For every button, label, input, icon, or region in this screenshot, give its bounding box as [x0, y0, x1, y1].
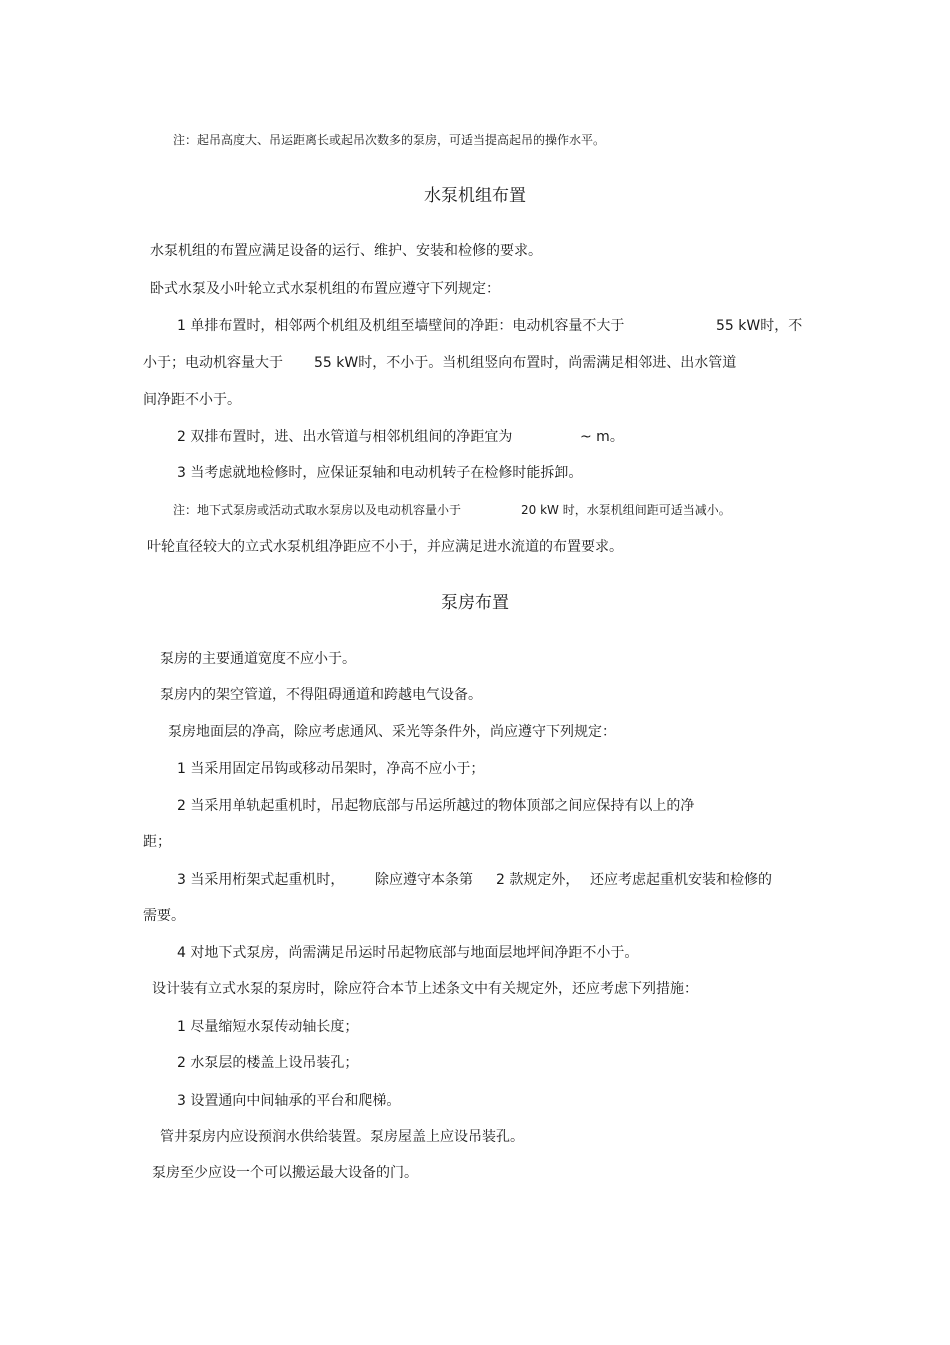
list-item-text: 3 设置通向中间轴承的平台和爬梯。	[177, 1093, 401, 1109]
list-item-text: 1 当采用固定吊钩或移动吊架时，净高不应小于；	[177, 761, 485, 777]
list-item-text: 1 尽量缩短水泵传动轴长度；	[177, 1019, 359, 1035]
list-item-text: 2 当采用单轨起重机时，吊起物底部与吊运所越过的物体顶部之间应保持有以上的净	[177, 798, 695, 814]
list-item-text: 55 kW时，不小于。当机组竖向布置时，尚需满足相邻进、出水管道	[314, 355, 737, 371]
section-title-pump-unit-layout: 水泵机组布置	[424, 186, 526, 206]
top-note: 注：起吊高度大、吊运距离长或起吊次数多的泵房，可适当提高起吊的操作水平。	[173, 133, 606, 147]
list-item-text: ~ m。	[580, 429, 624, 445]
list-item-text: 小于；电动机容量大于	[143, 355, 283, 371]
list-item-text: 需要。	[143, 908, 185, 924]
list-item-text: 距；	[143, 834, 171, 850]
paragraph: 泵房内的架空管道，不得阻碍通道和跨越电气设备。	[160, 687, 482, 703]
paragraph: 管井泵房内应设预润水供给装置。泵房屋盖上应设吊装孔。	[160, 1129, 524, 1145]
list-item-text: 2 双排布置时，进、出水管道与相邻机组间的净距宜为	[177, 429, 513, 445]
paragraph: 叶轮直径较大的立式水泵机组净距应不小于，并应满足进水流道的布置要求。	[147, 539, 623, 555]
note-text: 20 kW 时，水泵机组间距可适当减小。	[521, 503, 731, 517]
list-item-text: 间净距不小于。	[143, 392, 241, 408]
list-item-text: 55 kW时，不	[716, 318, 803, 334]
list-item-text: 2 款规定外，	[496, 872, 580, 888]
list-item-text: 2 水泵层的楼盖上设吊装孔；	[177, 1055, 359, 1071]
paragraph: 水泵机组的布置应满足设备的运行、维护、安装和检修的要求。	[150, 243, 542, 259]
paragraph: 设计装有立式水泵的泵房时，除应符合本节上述条文中有关规定外，还应考虑下列措施：	[152, 981, 698, 997]
list-item-text: 还应考虑起重机安装和检修的	[590, 872, 772, 888]
list-item-text: 3 当考虑就地检修时，应保证泵轴和电动机转子在检修时能拆卸。	[177, 465, 583, 481]
list-item-text: 除应遵守本条第	[375, 872, 473, 888]
section-title-pump-house-layout: 泵房布置	[441, 593, 509, 613]
paragraph: 泵房地面层的净高，除应考虑通风、采光等条件外，尚应遵守下列规定：	[168, 724, 616, 740]
list-item-text: 3 当采用桁架式起重机时，	[177, 872, 345, 888]
paragraph: 卧式水泵及小叶轮立式水泵机组的布置应遵守下列规定：	[150, 281, 500, 297]
paragraph: 泵房至少应设一个可以搬运最大设备的门。	[152, 1165, 418, 1181]
note-text: 注：地下式泵房或活动式取水泵房以及电动机容量小于	[173, 503, 462, 517]
list-item-text: 4 对地下式泵房，尚需满足吊运时吊起物底部与地面层地坪间净距不小于。	[177, 945, 639, 961]
list-item-text: 1 单排布置时，相邻两个机组及机组至墙壁间的净距：电动机容量不大于	[177, 318, 625, 334]
paragraph: 泵房的主要通道宽度不应小于。	[160, 651, 356, 667]
